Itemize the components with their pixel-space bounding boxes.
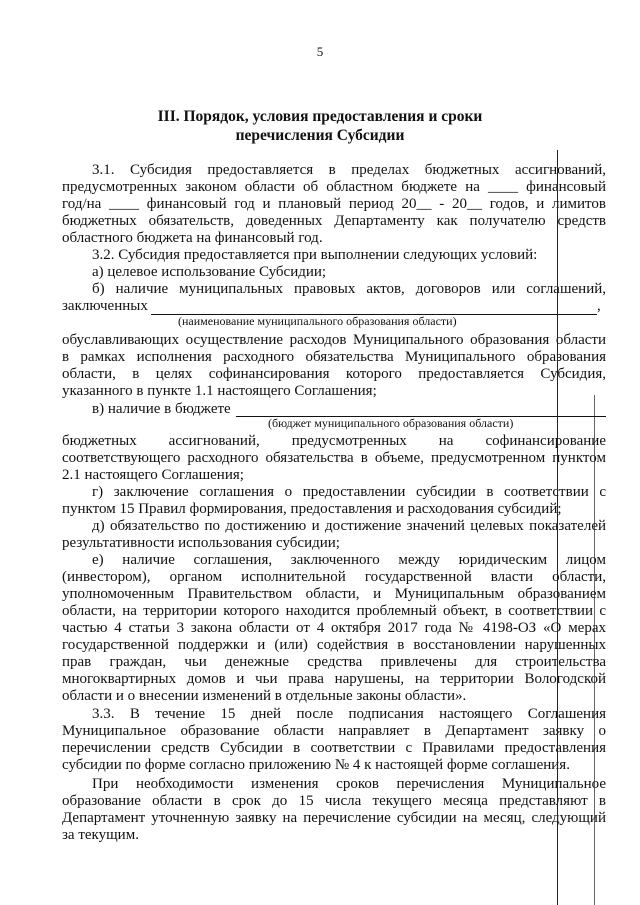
text-line: год/на ____ финансовый год и плановый период 20__ - 20__ годов, и лимитов: [62, 196, 606, 212]
text-line: образование области в срок до 15 числа текущего месяца представляют в: [62, 793, 606, 809]
text-line: прав граждан, чьи денежные средства привлечены для строительства: [62, 654, 606, 670]
field-caption-budget: (бюджет муниципального образования области): [268, 416, 514, 430]
text-line: б) наличие муниципальных правовых актов, договоров или соглашений,: [92, 281, 606, 297]
text-line: обуславливающих осуществление расходов Муниципального образования области: [62, 332, 606, 348]
text-line: д) обязательство по достижению и достижение значений целевых показателей: [92, 518, 606, 534]
text-line: (инвестором), органом исполнительной государственной власти области,: [62, 569, 606, 585]
text-line: При необходимости изменения сроков перечисления Муниципальное: [92, 776, 606, 792]
text-line: результативности использования субсидии;: [62, 535, 340, 551]
text-line: бюджетных ассигнований, предусмотренных на софинансирование: [62, 433, 606, 449]
text-line: частью 4 статьи 3 закона области от 4 октября 2017 года № 4198-ОЗ «О мерах: [62, 620, 606, 636]
text-line: перечислении средств Субсидии в соответствии с Правилами предоставления: [62, 740, 606, 756]
text-line: пунктом 15 Правил формирования, предоставления и расходования субсидий;: [62, 501, 562, 517]
text-line-end: ,: [597, 298, 601, 314]
text-line: за текущим.: [62, 827, 139, 843]
text-line: области, на территории которого находится проблемный объект, в соответствии с: [62, 603, 606, 619]
scan-margin-line: [557, 150, 558, 905]
text-line: бюджетных обязательств, доведенных Департаменту как получателю средств: [62, 213, 606, 229]
text-line: государственной поддержки и (или) содействия в восстановлении нарушенных: [62, 637, 606, 653]
text-line: уполномоченным Правительством области, и Муниципальным образованием: [62, 586, 606, 602]
text-line: 2.1 настоящего Соглашения;: [62, 467, 244, 483]
text-line: Муниципальное образование области направляет в Департамент заявку о: [62, 723, 606, 739]
section-title-line-2: перечисления Субсидии: [235, 127, 405, 144]
page-number: 5: [316, 44, 324, 59]
text-line: многоквартирных домов и чьи права нарушены, на территории Вологодской: [62, 671, 606, 687]
text-line: а) целевое использование Субсидии;: [92, 264, 327, 280]
text-line: 3.2. Субсидия предоставляется при выполнении следующих условий:: [92, 247, 538, 263]
scan-margin-line: [594, 395, 595, 905]
text-line: областного бюджета на финансовый год.: [62, 230, 323, 246]
section-title-line-1: III. Порядок, условия предоставления и сроки: [157, 108, 483, 125]
text-line: указанного в пункте 1.1 настоящего Соглашения;: [62, 383, 377, 399]
field-caption-municipality: (наименование муниципального образования области): [178, 314, 457, 328]
text-line: субсидии по форме согласно приложению № 4 к настоящей форме соглашения.: [62, 757, 570, 773]
text-line: 3.3. В течение 15 дней после подписания настоящего Соглашения: [92, 706, 606, 722]
text-line: области и о внесении изменений в отдельные законы области».: [62, 688, 467, 704]
text-line: заключенных: [62, 298, 148, 314]
text-line: в рамках исполнения расходного обязательства Муниципального образования: [62, 349, 606, 365]
text-line: Департамент уточненную заявку на перечисление субсидии на месяц, следующий: [62, 810, 606, 826]
text-line: предусмотренных законом области об областном бюджете на ____ финансовый: [62, 179, 606, 195]
text-line: в) наличие в бюджете: [92, 401, 231, 417]
text-line: соответствующего расходного обязательства в объеме, предусмотренном пунктом: [62, 450, 606, 466]
text-line: г) заключение соглашения о предоставлении субсидии в соответствии с: [92, 484, 606, 500]
text-line: 3.1. Субсидия предоставляется в пределах бюджетных ассигнований,: [92, 162, 606, 178]
text-line: е) наличие соглашения, заключенного между юридическим лицом: [92, 552, 606, 568]
text-line: области, в целях софинансирования которого предоставляется Субсидия,: [62, 366, 606, 382]
